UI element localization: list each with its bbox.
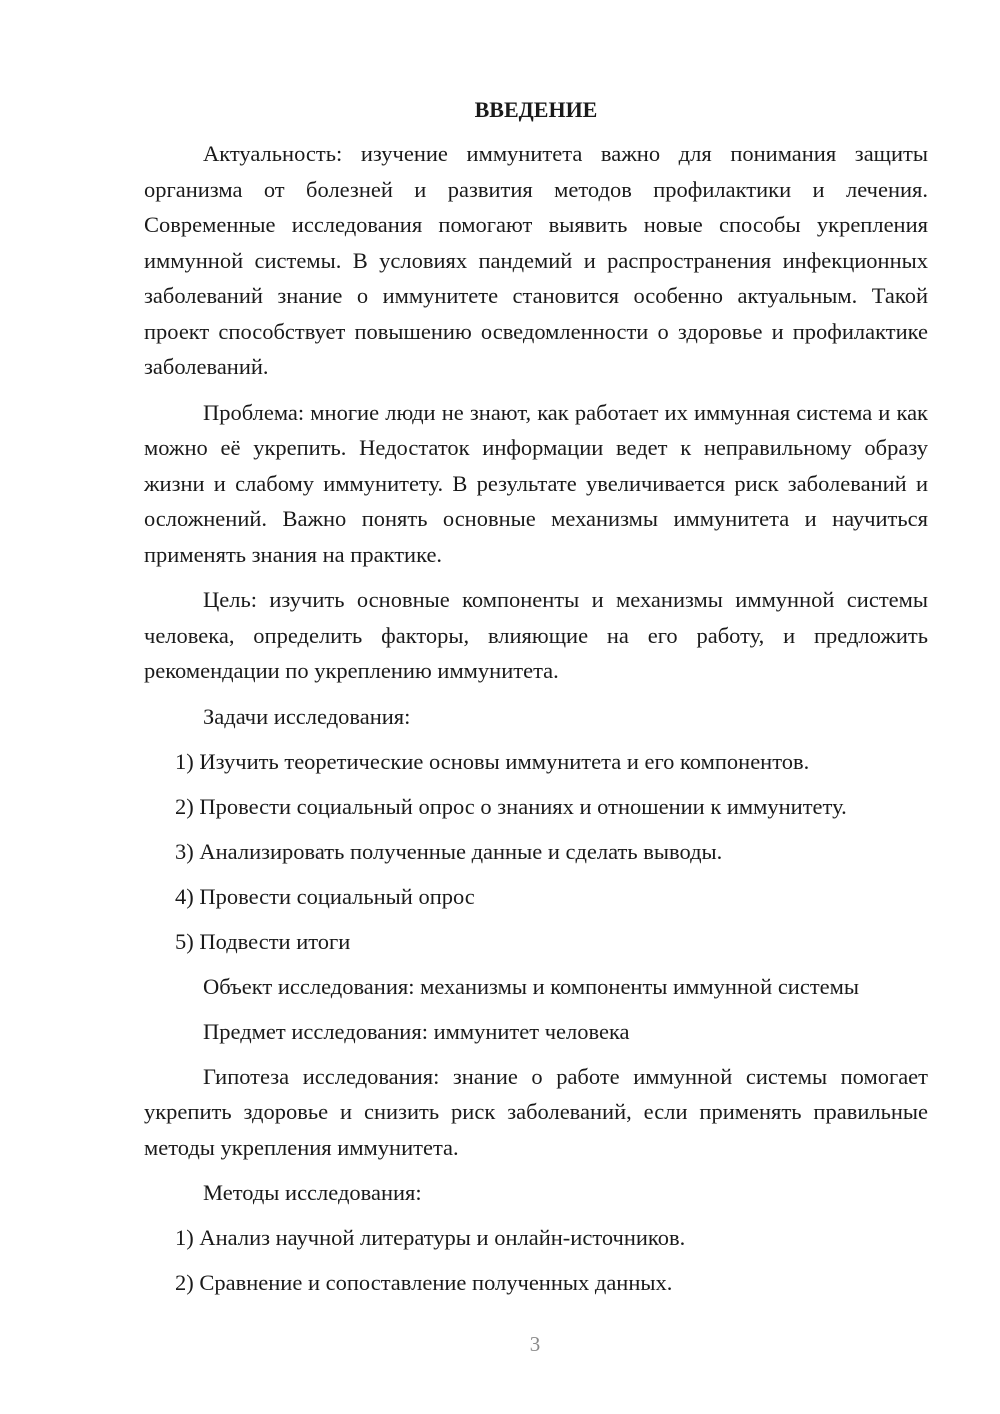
- relevance-paragraph: Актуальность: изучение иммунитета важно для понимания защиты организма от болезней и развития методов профилактики и лечения. Современные исследования помогают выявить новые способы укрепления иммунной системы. В условиях пандемий и распространения инфекционных заболеваний знание о иммунитете становится особенно актуальным. Такой проект способствует повышению осведомленности о здоровье и профилактике заболеваний.: [144, 141, 928, 379]
- method-item: 2) Сравнение и сопоставление полученных данных.: [175, 1270, 673, 1295]
- object-line: Объект исследования: механизмы и компоненты иммунной системы: [203, 973, 860, 999]
- method-item: 1) Анализ научной литературы и онлайн-источников.: [175, 1225, 686, 1250]
- section-title: ВВЕДЕНИЕ: [474, 97, 598, 122]
- goal-paragraph: Цель: изучить основные компоненты и механизмы иммунной системы человека, определить факторы, влияющие на его работу, и предложить рекомендации по укреплению иммунитета.: [144, 587, 928, 683]
- document-page: [144, 92, 928, 1310]
- methods-heading: Методы исследования:: [203, 1180, 422, 1205]
- task-item: 5) Подвести итоги: [175, 928, 351, 954]
- methods-list: [144, 1220, 928, 1301]
- task-item: 4) Провести социальный опрос: [175, 883, 475, 909]
- hypothesis-paragraph: Гипотеза исследования: знание о работе иммунной системы помогает укрепить здоровье и снизить риск заболеваний, если применять правильные методы укрепления иммунитета.: [144, 1063, 928, 1160]
- subject-line: Предмет исследования: иммунитет человека: [203, 1018, 630, 1044]
- page-number: 3: [529, 1332, 541, 1356]
- task-item: 3) Анализировать полученные данные и сделать выводы.: [175, 838, 723, 864]
- task-item: 2) Провести социальный опрос о знаниях и отношении к иммунитету.: [175, 793, 847, 819]
- task-item: 1) Изучить теоретические основы иммунитета и его компонентов.: [175, 748, 810, 774]
- tasks-heading: Задачи исследования:: [203, 703, 411, 729]
- problem-paragraph: Проблема: многие люди не знают, как работает их иммунная система и как можно её укрепить. Недостаток информации ведет к неправильному образу жизни и слабому иммунитету. В результате увеличивается риск заболеваний и осложнений. Важно понять основные механизмы иммунитета и научиться применять знания на практике.: [144, 399, 928, 567]
- tasks-list: [144, 744, 928, 960]
